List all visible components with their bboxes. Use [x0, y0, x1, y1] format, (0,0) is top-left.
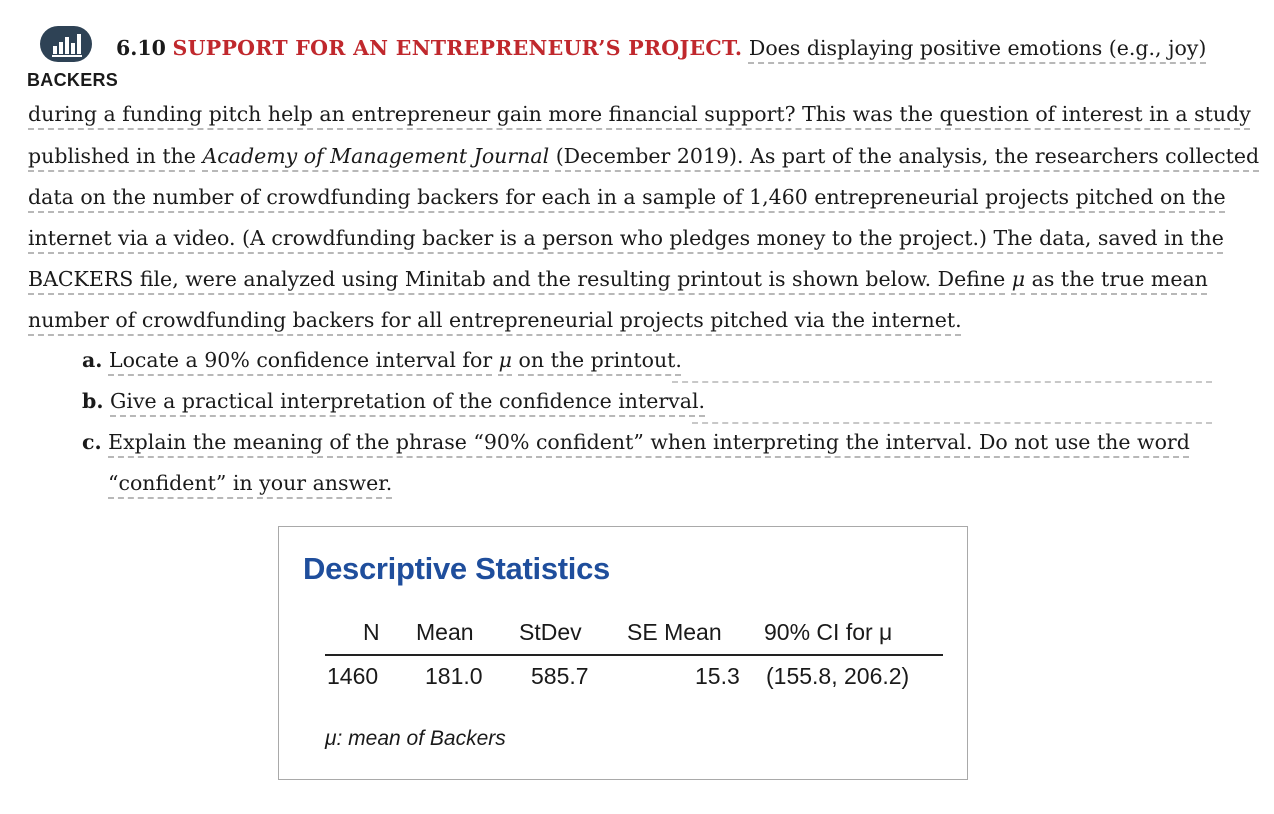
body-line-6a: BACKERS file, were analyzed using Minitab and the resulting printout is shown below. Define	[28, 267, 1006, 291]
answer-rule-b	[692, 422, 1212, 424]
value-n: 1460	[327, 663, 379, 689]
body-line-3b: (December 2019). As part of the analysis, the researchers collected	[555, 144, 1260, 168]
part-c-text: Explain the meaning of the phrase “90% confident” when interpreting the interval. Do not use the word	[108, 430, 1190, 454]
part-a-label: a.	[82, 348, 103, 372]
exercise-heading	[116, 36, 1206, 60]
printout-footnote: μ: mean of Backers	[325, 727, 506, 750]
part-a-text-before: Locate a 90% confidence interval for	[108, 348, 493, 372]
header-mean: Mean	[416, 619, 474, 645]
value-mean: 181.0	[425, 663, 483, 689]
part-c	[82, 430, 1190, 454]
part-b-label: b.	[82, 389, 104, 413]
body-line-2: during a funding pitch help an entrepreneur gain more financial support? This was the question of interest in a study	[28, 102, 1251, 126]
value-stdev: 585.7	[531, 663, 589, 689]
header-se-mean: SE Mean	[627, 619, 722, 645]
body-line-5: internet via a video. (A crowdfunding backer is a person who pledges money to the project.) The data, saved in the	[28, 226, 1224, 250]
printout-title: Descriptive Statistics	[303, 551, 610, 586]
header-n: N	[363, 619, 380, 645]
exercise-number: 6.10	[116, 36, 166, 60]
header-stdev: StDev	[519, 619, 582, 645]
part-c-label: c.	[82, 430, 102, 454]
header-rule	[325, 654, 943, 656]
header-ci: 90% CI for μ	[764, 619, 893, 645]
body-line-7: number of crowdfunding backers for all entrepreneurial projects pitched via the internet.	[28, 308, 962, 332]
part-a-text-after: on the printout.	[518, 348, 682, 372]
part-a	[82, 348, 682, 372]
body-line-4: data on the number of crowdfunding backers for each in a sample of 1,460 entrepreneurial projects pitched on the	[28, 185, 1226, 209]
body-line-1: Does displaying positive emotions (e.g., joy)	[748, 36, 1207, 60]
bar-chart-icon	[40, 26, 92, 62]
dataset-icon	[40, 26, 92, 66]
part-a-mu-symbol: μ	[498, 348, 512, 372]
answer-rule-a	[672, 381, 1212, 383]
part-b	[82, 389, 705, 413]
part-c-text-cont: “confident” in your answer.	[108, 471, 393, 495]
value-ci: (155.8, 206.2)	[766, 663, 910, 689]
body-line-6b: as the true mean	[1031, 267, 1208, 291]
exercise-title: SUPPORT FOR AN ENTREPRENEUR’S PROJECT.	[172, 36, 743, 60]
mu-symbol: μ	[1011, 267, 1026, 291]
journal-name: Academy of Management Journal	[202, 144, 550, 168]
value-se-mean: 15.3	[695, 663, 740, 689]
dataset-tag: BACKERS	[27, 70, 119, 90]
part-b-text: Give a practical interpretation of the confidence interval.	[110, 389, 706, 413]
minitab-printout	[278, 526, 968, 780]
body-line-3a: published in the	[28, 144, 196, 168]
